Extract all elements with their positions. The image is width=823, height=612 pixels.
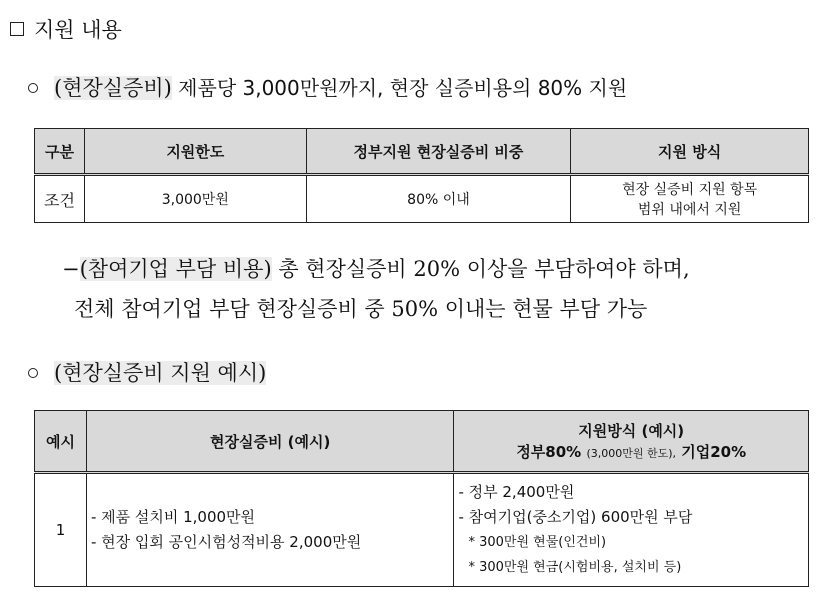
cell-method-line1: 현장 실증비 지원 항목 [622,182,758,198]
bullet-label: (현장실증비) [54,76,172,100]
support-limit-table [34,128,809,223]
header-support-title: 지원방식 (예시) [578,422,685,440]
list-item: - 현장 입회 공인시험성적비용 2,000만원 [90,533,362,551]
header-example: 예시 [35,411,87,473]
header-category: 구분 [35,129,85,175]
cell-method [571,175,809,223]
burden-paragraph-line2: 전체 참여기업 부담 현장실증비 중 50% 이내는 현물 부담 가능 [74,297,648,321]
table-row [35,175,809,223]
list-item: * 300만원 현금(시험비용, 설치비 등) [468,560,682,575]
bullet-text: 제품당 3,000만원까지, 현장 실증비용의 80% 지원 [171,76,628,100]
list-item: - 정부 2,400만원 [458,483,575,501]
bullet-support-limit [28,72,627,102]
cell-condition: 조건 [35,175,85,223]
list-item: - 제품 설치비 1,000만원 [90,508,256,526]
cell-method-line2: 범위 내에서 지원 [637,202,742,218]
header-cost: 현장실증비 (예시) [86,411,454,473]
header-support-method [454,411,809,473]
header-limit-note: (3,000만원 한도), [586,447,677,460]
burden-text: 총 현장실증비 20% 이상을 부담하여야 하며, [271,257,690,281]
burden-label: (참여기업 부담 비용) [79,257,272,281]
example-table [34,410,809,587]
header-method: 지원 방식 [571,129,809,175]
cell-limit: 3,000만원 [84,175,306,223]
checkbox-icon [10,22,24,36]
section-heading [10,14,122,44]
dash-symbol: − [62,257,80,281]
cell-example-number: 1 [35,473,87,587]
header-gov-share: 정부80% [516,443,582,461]
header-gov-ratio: 정부지원 현장실증비 비중 [306,129,571,175]
table-header-row [35,411,809,473]
section-title: 지원 내용 [34,18,122,42]
circle-bullet-icon [28,83,38,93]
cell-support-items [454,473,809,587]
bullet-example-label: (현장실증비 지원 예시) [54,361,267,385]
list-item: * 300만원 현물(인건비) [468,535,607,550]
header-limit: 지원한도 [84,129,306,175]
header-corp-share: 기업20% [681,443,747,461]
cell-ratio: 80% 이내 [306,175,571,223]
list-item: - 참여기업(중소기업) 600만원 부담 [458,508,693,526]
circle-bullet-icon [28,368,38,378]
burden-paragraph-line1 [62,253,690,283]
cell-cost-items [86,473,454,587]
table-row [35,473,809,587]
table-header-row [35,129,809,175]
bullet-example [28,357,266,387]
